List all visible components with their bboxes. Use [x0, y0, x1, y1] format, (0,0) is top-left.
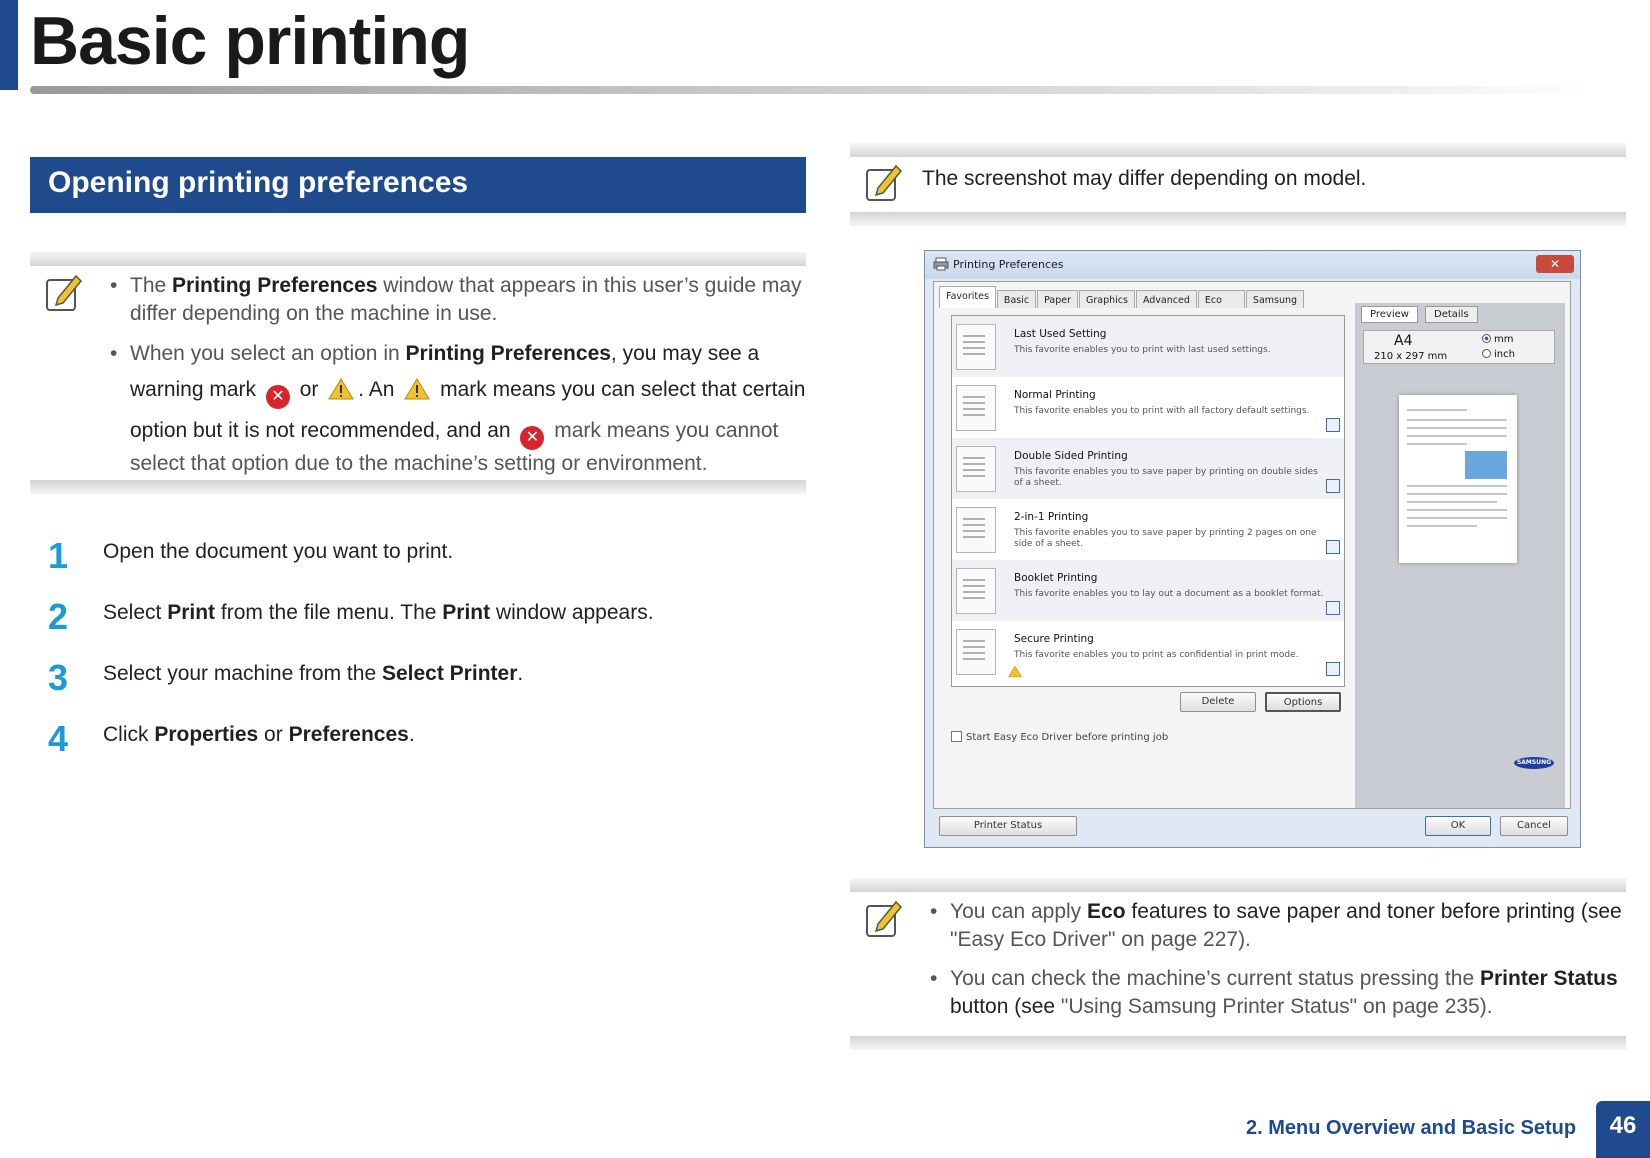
ok-button[interactable]: OK	[1425, 816, 1491, 836]
page-preview	[1399, 395, 1517, 563]
delete-button[interactable]: Delete	[1180, 692, 1256, 712]
note-3-bullet-2: • You can check the machine’s current status pressing the Printer Status button (see "Using Samsung Printer Status" on page 235).	[930, 967, 1618, 1018]
list-item[interactable]	[952, 316, 1344, 377]
list-item[interactable]	[952, 377, 1344, 438]
favorite-thumbnail	[956, 385, 996, 431]
favorite-description: This favorite enables you to save paper by printing on double sides of a sheet.	[1014, 467, 1318, 488]
dialog-titlebar	[925, 251, 1580, 279]
footer-chapter: 2. Menu Overview and Basic Setup	[1246, 1117, 1577, 1139]
tab-paper[interactable]: Paper	[1037, 290, 1078, 308]
favorite-name: Booklet Printing	[1014, 572, 1098, 584]
favorite-name: Normal Printing	[1014, 389, 1096, 401]
dialog-title: Printing Preferences	[953, 258, 1064, 271]
edit-icon[interactable]	[1326, 601, 1340, 615]
tab-details[interactable]: Details	[1425, 306, 1478, 323]
list-item[interactable]	[952, 621, 1344, 682]
favorite-thumbnail	[956, 446, 996, 492]
step-text: Select Print from the file menu. The Print window appears.	[103, 601, 654, 624]
section-title: Opening printing preferences	[48, 166, 469, 199]
tab-advanced[interactable]: Advanced	[1136, 290, 1197, 308]
paper-info	[1363, 330, 1555, 364]
printing-preferences-dialog	[924, 250, 1581, 848]
favorite-thumbnail	[956, 629, 996, 675]
error-mark-icon: ✕	[266, 385, 290, 409]
step-number: 1	[48, 535, 69, 576]
favorite-thumbnail	[956, 507, 996, 553]
note-pencil-icon	[864, 898, 904, 940]
error-mark-icon: ✕	[520, 426, 544, 450]
eco-driver-checkbox[interactable]: Start Easy Eco Driver before printing job	[951, 731, 1168, 743]
warning-mark-icon	[328, 377, 354, 401]
note-pencil-icon	[44, 272, 84, 314]
note-2: The screenshot may differ depending on model.	[922, 167, 1367, 190]
printer-status-button[interactable]: Printer Status	[939, 816, 1077, 836]
step-number: 2	[48, 596, 69, 637]
tab-eco[interactable]: Eco	[1198, 290, 1245, 308]
printer-icon	[933, 257, 949, 271]
favorites-list	[951, 315, 1345, 687]
list-item[interactable]	[952, 499, 1344, 560]
note-top-bar	[850, 878, 1626, 892]
list-item[interactable]	[952, 438, 1344, 499]
tab-samsung[interactable]: Samsung	[1246, 290, 1304, 308]
favorite-description: This favorite enables you to lay out a document as a booklet format.	[1014, 589, 1324, 599]
unit-mm-radio[interactable]: mm	[1482, 334, 1513, 345]
note-bottom-bar	[850, 1036, 1626, 1050]
warning-mark-icon	[404, 377, 430, 401]
tab-bar	[939, 286, 1305, 308]
favorite-thumbnail	[956, 324, 996, 370]
favorite-name: Last Used Setting	[1014, 328, 1107, 340]
favorite-name: 2-in-1 Printing	[1014, 511, 1089, 523]
favorite-name: Double Sided Printing	[1014, 450, 1128, 462]
step-number: 3	[48, 657, 69, 698]
note-pencil-icon	[864, 162, 904, 204]
tab-graphics[interactable]: Graphics	[1079, 290, 1135, 308]
list-item[interactable]	[952, 560, 1344, 621]
note-bottom-bar	[30, 480, 806, 494]
preview-pane	[1355, 303, 1565, 808]
unit-inch-radio[interactable]: inch	[1482, 349, 1515, 360]
note-bottom-bar	[850, 212, 1626, 226]
step-text: Click Properties or Preferences.	[103, 723, 415, 746]
tab-preview[interactable]: Preview	[1361, 306, 1418, 323]
section-header	[30, 157, 806, 213]
note-1	[110, 272, 806, 325]
note-3-bullet-1: • You can apply Eco features to save paper and toner before printing (see "Easy Eco Driver" on page 227).	[930, 900, 1622, 951]
tab-basic[interactable]: Basic	[997, 290, 1036, 308]
favorite-description: This favorite enables you to print as confidential in print mode.	[1014, 650, 1299, 660]
favorite-thumbnail	[956, 568, 996, 614]
note-top-bar	[850, 143, 1626, 157]
cancel-button[interactable]: Cancel	[1500, 816, 1568, 836]
favorite-description: This favorite enables you to print with last used settings.	[1014, 345, 1271, 355]
step-number: 4	[48, 718, 69, 759]
favorite-description: This favorite enables you to print with all factory default settings.	[1014, 406, 1310, 416]
step-text: Select your machine from the Select Printer.	[103, 662, 524, 685]
note-1-bullet-1: • The Printing Preferences window that appears in this user’s guide may differ depending on the machine in use.	[110, 274, 802, 325]
header-accent-bar	[0, 0, 18, 90]
note-1-bullet-2: • When you select an option in Printing Preferences, you may see a warning mark ✕ or . An mark means you can select that certain option but it is not recommended, and an ✕ mark means you cannot select that option due to the machine’s setting or environment.	[110, 342, 806, 475]
samsung-logo: SAMSUNG	[1514, 757, 1554, 769]
edit-icon[interactable]	[1326, 418, 1340, 432]
tab-favorites[interactable]: Favorites	[939, 286, 996, 308]
warning-icon	[1008, 665, 1022, 678]
edit-icon[interactable]	[1326, 540, 1340, 554]
paper-dimensions: 210 x 297 mm	[1374, 351, 1448, 362]
edit-icon[interactable]	[1326, 662, 1340, 676]
options-button[interactable]: Options	[1265, 692, 1341, 712]
paper-size: A4	[1394, 333, 1413, 349]
close-button[interactable]: ✕	[1536, 255, 1574, 273]
title-divider	[30, 86, 1590, 94]
checkbox-box[interactable]	[951, 731, 962, 742]
page-number: 46	[1596, 1101, 1650, 1158]
note-top-bar	[30, 252, 806, 266]
section-underline	[30, 211, 806, 213]
page-title: Basic printing	[30, 3, 470, 79]
favorite-name: Secure Printing	[1014, 633, 1094, 645]
edit-icon[interactable]	[1326, 479, 1340, 493]
favorite-description: This favorite enables you to save paper by printing 2 pages on one side of a sheet.	[1014, 528, 1317, 549]
step-text: Open the document you want to print.	[103, 540, 454, 563]
